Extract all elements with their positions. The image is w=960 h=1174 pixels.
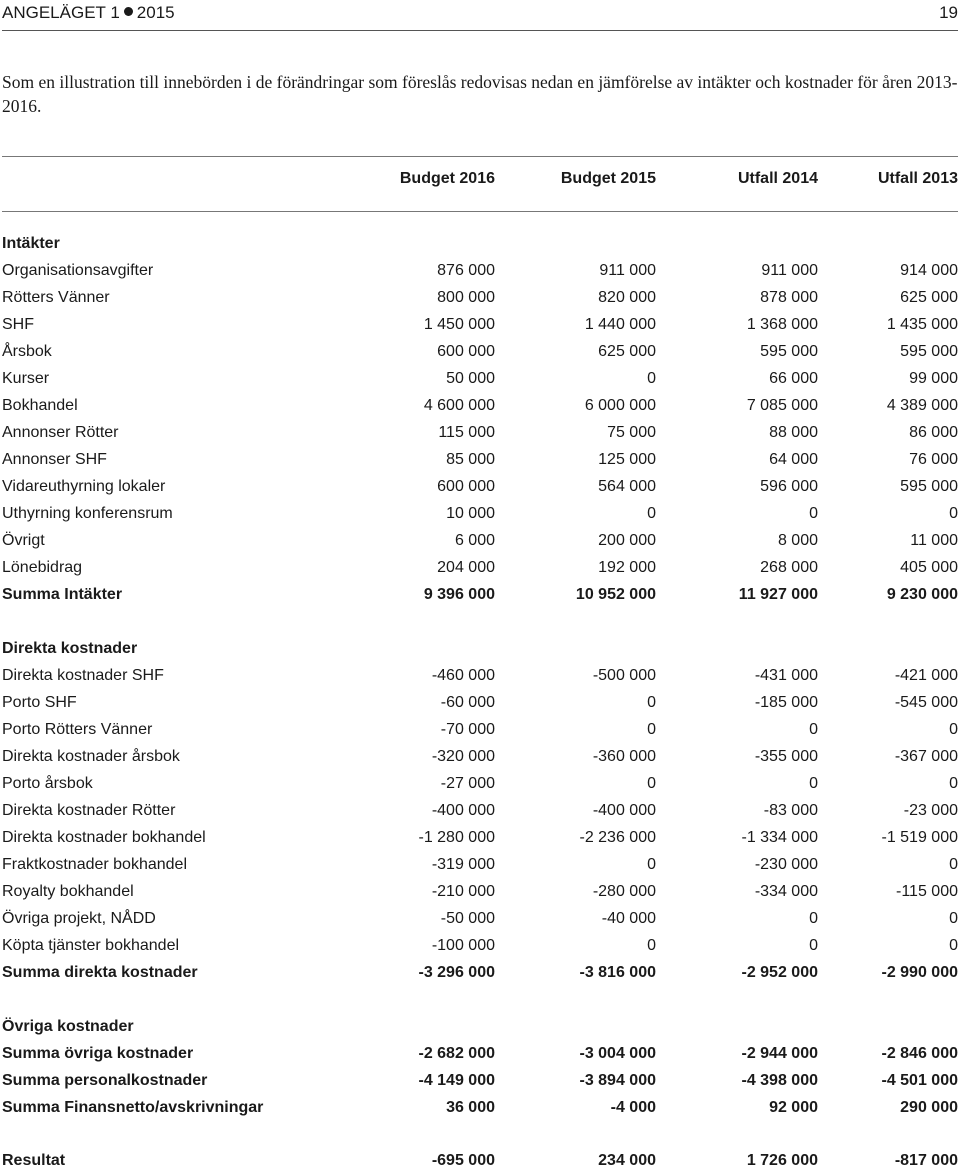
bullet-dot-icon [124, 7, 133, 16]
table-row [2, 770, 958, 797]
cell-value: 11 000 [910, 532, 958, 549]
cell-value: 10 000 [446, 505, 495, 522]
row-label: Porto Rötters Vänner [2, 721, 153, 738]
cell-value: -50 000 [440, 910, 495, 927]
cell-value: -421 000 [894, 667, 958, 684]
row-label: Lönebidrag [2, 559, 83, 576]
cell-value: -23 000 [903, 802, 958, 819]
cell-value: 6 000 [454, 532, 495, 549]
table-row [2, 284, 958, 311]
table-row [2, 338, 958, 365]
table-row [2, 311, 958, 338]
cell-value: 405 000 [900, 559, 958, 576]
cell-value: 6 000 000 [584, 397, 656, 414]
row-label: Vidareuthyrning lokaler [2, 478, 166, 495]
cell-value: 75 000 [607, 424, 656, 441]
cell-value: -4 398 000 [741, 1072, 818, 1089]
cell-value: -400 000 [431, 802, 495, 819]
cell-value: 0 [809, 910, 818, 927]
total-row-ovriga [2, 1040, 958, 1067]
cell-value: 0 [647, 370, 656, 387]
cell-value: -3 894 000 [579, 1072, 656, 1089]
section-heading-ovriga-kostnader [2, 1013, 958, 1040]
cell-value: 0 [809, 505, 818, 522]
cell-value: 914 000 [900, 262, 958, 279]
table-row [2, 554, 958, 581]
cell-value: -319 000 [431, 856, 495, 873]
cell-value: -2 846 000 [881, 1045, 958, 1062]
cell-value: 600 000 [437, 343, 495, 360]
cell-value: 820 000 [598, 289, 656, 306]
cell-value: 268 000 [760, 559, 818, 576]
cell-value: -40 000 [601, 910, 656, 927]
table-row [2, 824, 958, 851]
row-label: Porto årsbok [2, 775, 93, 792]
cell-value: 0 [809, 937, 818, 954]
cell-value: 8 000 [777, 532, 818, 549]
table-row [2, 500, 958, 527]
cell-value: -1 519 000 [881, 829, 958, 846]
cell-value: 85 000 [446, 451, 495, 468]
cell-value: 0 [949, 775, 958, 792]
cell-value: 204 000 [437, 559, 495, 576]
cell-value: -360 000 [592, 748, 656, 765]
cell-value: 0 [949, 910, 958, 927]
row-label: Direkta kostnader Rötter [2, 802, 176, 819]
row-label: Fraktkostnader bokhandel [2, 856, 187, 873]
cell-value: 0 [949, 937, 958, 954]
cell-value: -1 280 000 [418, 829, 495, 846]
cell-value: 1 440 000 [584, 316, 656, 333]
cell-value: -70 000 [440, 721, 495, 738]
row-label: Resultat [2, 1152, 66, 1169]
cell-value: 36 000 [446, 1099, 495, 1116]
cell-value: 11 927 000 [738, 586, 818, 603]
row-label: Övriga projekt, NÅDD [2, 910, 156, 927]
cell-value: 9 230 000 [886, 586, 958, 603]
column-header-utfall-2014: Utfall 2014 [737, 170, 818, 187]
table-row [2, 527, 958, 554]
table-row [2, 257, 958, 284]
cell-value: 595 000 [900, 343, 958, 360]
cell-value: 234 000 [598, 1152, 656, 1169]
table-row [2, 662, 958, 689]
cell-value: -280 000 [592, 883, 656, 900]
publication-year: 2015 [136, 3, 175, 22]
row-label: Royalty bokhandel [2, 883, 134, 900]
row-label: Summa övriga kostnader [2, 1045, 194, 1062]
cell-value: -210 000 [431, 883, 495, 900]
cell-value: -83 000 [763, 802, 818, 819]
section-heading-intakter [2, 230, 958, 257]
cell-value: 50 000 [446, 370, 495, 387]
row-label: Summa direkta kostnader [2, 964, 198, 981]
cell-value: -460 000 [431, 667, 495, 684]
cell-value: 878 000 [760, 289, 818, 306]
cell-value: 0 [647, 721, 656, 738]
cell-value: -2 952 000 [741, 964, 818, 981]
cell-value: -2 944 000 [741, 1045, 818, 1062]
running-title [2, 0, 175, 26]
row-label: Uthyrning konferensrum [2, 505, 173, 522]
cell-value: -695 000 [431, 1152, 495, 1169]
cell-value: -185 000 [754, 694, 818, 711]
table-row [2, 878, 958, 905]
cell-value: 0 [647, 937, 656, 954]
row-label: Organisationsavgifter [2, 262, 154, 279]
cell-value: 125 000 [598, 451, 656, 468]
column-header-budget-2016: Budget 2016 [399, 170, 495, 187]
row-label: Årsbok [2, 343, 52, 360]
table-row [2, 743, 958, 770]
column-header-utfall-2013: Utfall 2013 [877, 170, 958, 187]
section-heading-label: Intäkter [2, 235, 60, 252]
cell-value: -230 000 [754, 856, 818, 873]
row-label: Direkta kostnader bokhandel [2, 829, 206, 846]
cell-value: 1 368 000 [746, 316, 818, 333]
cell-value: 0 [647, 505, 656, 522]
cell-value: -817 000 [894, 1152, 958, 1169]
table-row [2, 419, 958, 446]
cell-value: 1 435 000 [886, 316, 958, 333]
cell-value: -334 000 [754, 883, 818, 900]
cell-value: 115 000 [438, 424, 495, 441]
table-row [2, 446, 958, 473]
column-header-budget-2015: Budget 2015 [560, 170, 656, 187]
row-label: Övrigt [2, 532, 45, 549]
cell-value: 10 952 000 [575, 586, 656, 603]
cell-value: 64 000 [769, 451, 818, 468]
cell-value: 911 000 [761, 262, 818, 279]
page-header [2, 0, 958, 31]
cell-value: -27 000 [440, 775, 495, 792]
row-label: Annonser SHF [2, 451, 107, 468]
publication-title: ANGELÄGET 1 [2, 3, 120, 22]
table-header-rule [2, 211, 958, 212]
table-row [2, 905, 958, 932]
cell-value: 911 000 [599, 262, 656, 279]
row-label: Summa Intäkter [2, 586, 123, 603]
row-label: Kurser [2, 370, 50, 387]
cell-value: -400 000 [592, 802, 656, 819]
cell-value: -100 000 [431, 937, 495, 954]
row-label: Rötters Vänner [2, 289, 110, 306]
table-row [2, 851, 958, 878]
cell-value: -2 990 000 [881, 964, 958, 981]
cell-value: -320 000 [431, 748, 495, 765]
table-row [2, 689, 958, 716]
cell-value: -60 000 [440, 694, 495, 711]
cell-value: -1 334 000 [741, 829, 818, 846]
cell-value: -431 000 [754, 667, 818, 684]
table-row [2, 392, 958, 419]
cell-value: 7 085 000 [746, 397, 818, 414]
cell-value: -4 149 000 [418, 1072, 495, 1089]
cell-value: 0 [647, 775, 656, 792]
cell-value: -3 816 000 [579, 964, 656, 981]
cell-value: 86 000 [909, 424, 958, 441]
cell-value: 0 [647, 856, 656, 873]
cell-value: 0 [647, 694, 656, 711]
cell-value: 595 000 [900, 478, 958, 495]
cell-value: -545 000 [894, 694, 958, 711]
cell-value: 625 000 [598, 343, 656, 360]
cell-value: 0 [949, 721, 958, 738]
cell-value: 92 000 [769, 1099, 818, 1116]
cell-value: 0 [949, 505, 958, 522]
row-label: Direkta kostnader SHF [2, 667, 164, 684]
total-row-intakter [2, 581, 958, 608]
cell-value: -367 000 [894, 748, 958, 765]
cell-value: -4 501 000 [881, 1072, 958, 1089]
cell-value: 290 000 [900, 1099, 958, 1116]
cell-value: 564 000 [598, 478, 656, 495]
cell-value: 200 000 [598, 532, 656, 549]
table-row [2, 473, 958, 500]
cell-value: -355 000 [754, 748, 818, 765]
table-row [2, 716, 958, 743]
total-row-ovriga [2, 1067, 958, 1094]
cell-value: 76 000 [909, 451, 958, 468]
cell-value: 800 000 [437, 289, 495, 306]
row-label: Summa personalkostnader [2, 1072, 208, 1089]
total-row-direkta-kostnader [2, 959, 958, 986]
cell-value: 600 000 [437, 478, 495, 495]
section-heading-direkta-kostnader [2, 635, 958, 662]
cell-value: 596 000 [760, 478, 818, 495]
cell-value: -2 682 000 [418, 1045, 495, 1062]
row-label: Summa Finansnetto/avskrivningar [2, 1099, 264, 1116]
cell-value: 99 000 [909, 370, 958, 387]
cell-value: -115 000 [896, 883, 958, 900]
cell-value: 4 389 000 [886, 397, 958, 414]
cell-value: 66 000 [769, 370, 818, 387]
cell-value: 192 000 [598, 559, 656, 576]
cell-value: -500 000 [592, 667, 656, 684]
cell-value: -4 000 [610, 1099, 656, 1116]
row-label: Annonser Rötter [2, 424, 119, 441]
cell-value: 1 726 000 [746, 1152, 818, 1169]
cell-value: 595 000 [760, 343, 818, 360]
cell-value: -3 296 000 [418, 964, 495, 981]
page-number: 19 [939, 3, 958, 22]
section-heading-label: Övriga kostnader [2, 1018, 134, 1035]
cell-value: 876 000 [437, 262, 495, 279]
cell-value: 0 [949, 856, 958, 873]
result-row [2, 1147, 958, 1174]
table-row [2, 932, 958, 959]
row-label: Köpta tjänster bokhandel [2, 937, 180, 954]
cell-value: 88 000 [769, 424, 818, 441]
cell-value: -3 004 000 [579, 1045, 656, 1062]
cell-value: 1 450 000 [423, 316, 495, 333]
cell-value: 625 000 [900, 289, 958, 306]
cell-value: 0 [809, 721, 818, 738]
cell-value: 0 [809, 775, 818, 792]
cell-value: 9 396 000 [423, 586, 495, 603]
total-row-ovriga [2, 1094, 958, 1121]
row-label: Bokhandel [2, 397, 78, 414]
section-heading-label: Direkta kostnader [2, 640, 138, 657]
table-row [2, 365, 958, 392]
table-top-rule [2, 156, 958, 157]
row-label: Direkta kostnader årsbok [2, 748, 180, 765]
intro-paragraph: Som en illustration till innebörden i de förändringar som föreslås redovisas nedan en jämförelse av intäkter och kostnader för åren 2013-2016. [2, 72, 958, 116]
cell-value: -2 236 000 [579, 829, 656, 846]
cell-value: 4 600 000 [423, 397, 495, 414]
row-label: Porto SHF [2, 694, 77, 711]
row-label: SHF [2, 316, 34, 333]
table-row [2, 797, 958, 824]
